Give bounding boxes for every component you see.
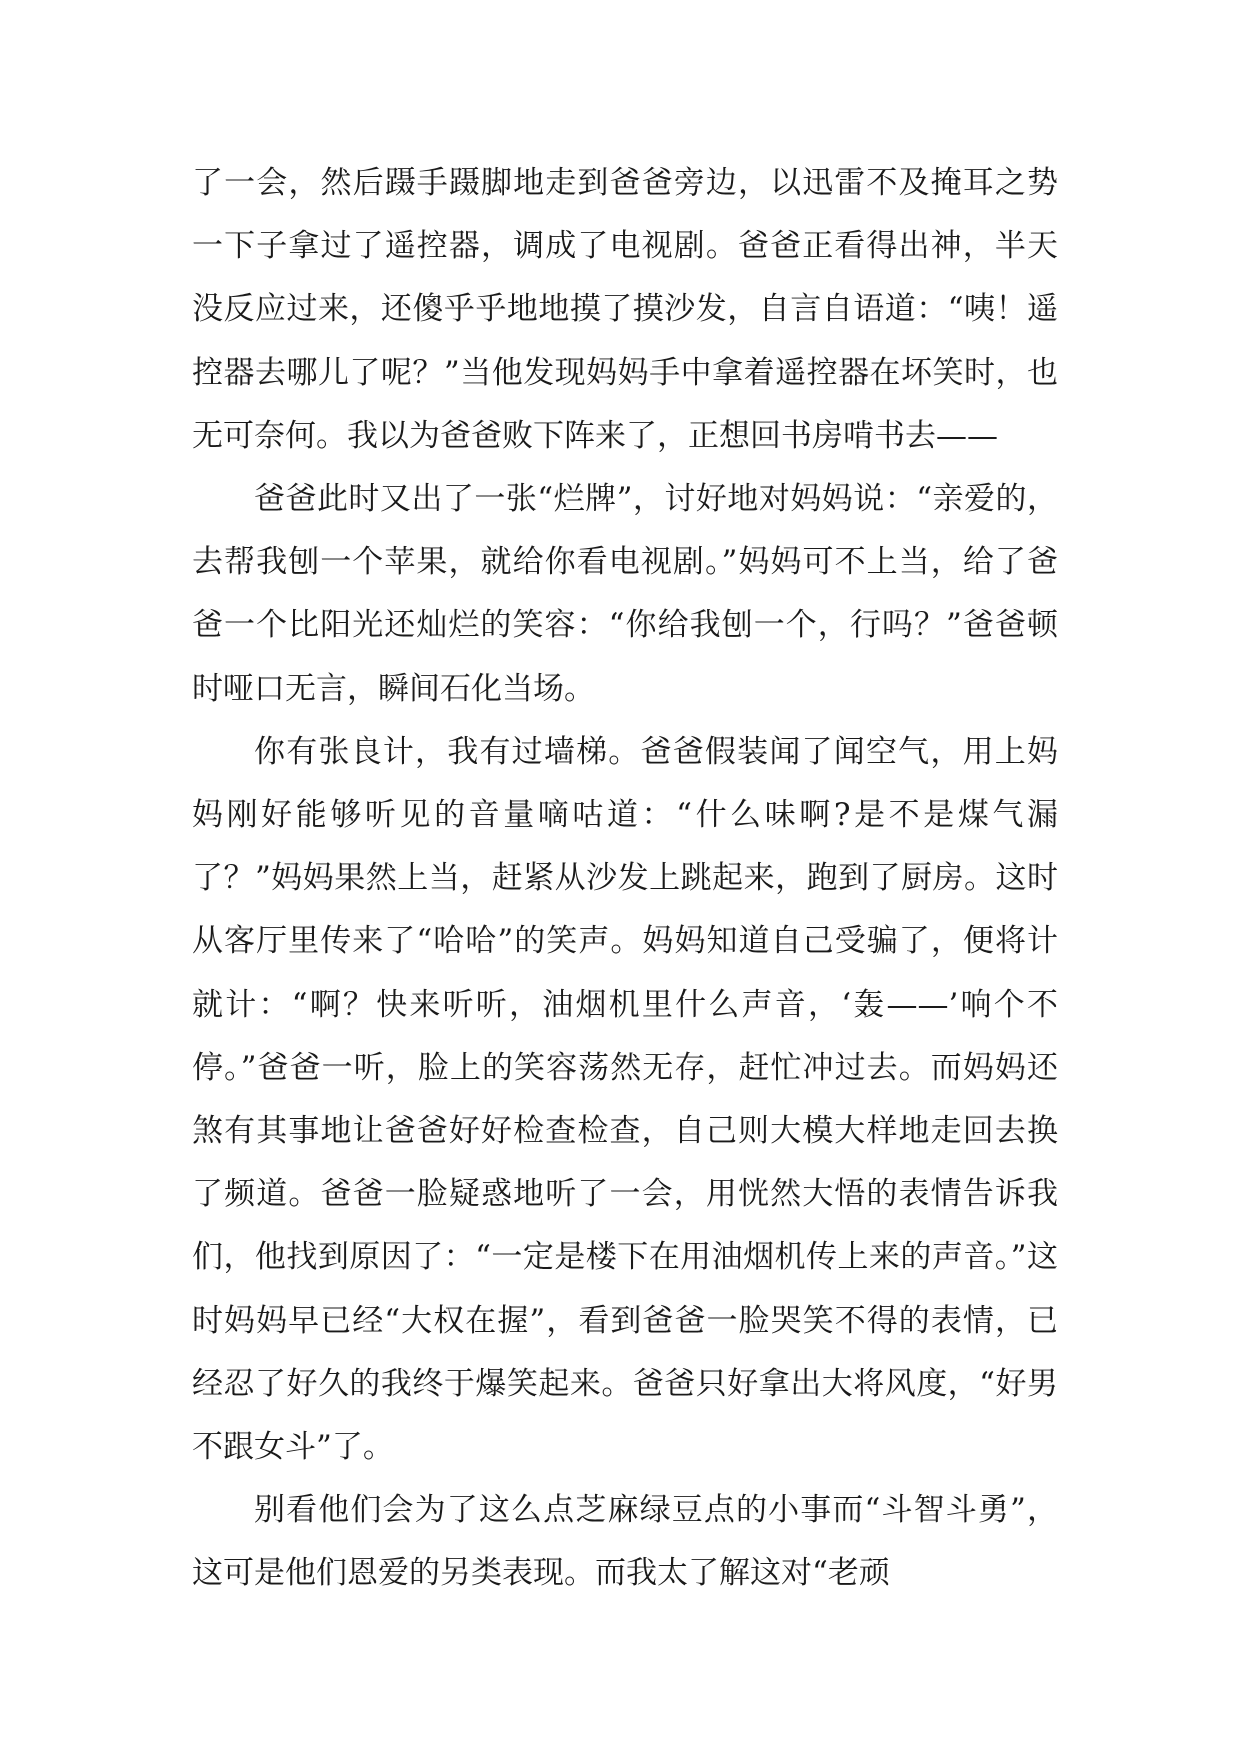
paragraph-4: 别看他们会为了这么点芝麻绿豆点的小事而“斗智斗勇”，这可是他们恩爱的另类表现。而我太了解这对“老顽 — [192, 1492, 1058, 1592]
paragraph-2: 爸爸此时又出了一张“烂牌”，讨好地对妈妈说：“亲爱的，去帮我刨一个苹果，就给你看电视剧。”妈妈可不上当，给了爸爸一个比阳光还灿烂的笑容：“你给我刨一个，行吗？”爸爸顿时哑口无言，瞬间石化当场。 — [192, 481, 1058, 707]
document-body — [192, 152, 1058, 1606]
paragraph-3: 你有张良计，我有过墙梯。爸爸假装闻了闻空气，用上妈妈刚好能够听见的音量嘀咕道：“什么味啊?是不是煤气漏了？”妈妈果然上当，赶紧从沙发上跳起来，跑到了厨房。这时从客厅里传来了“哈哈”的笑声。妈妈知道自己受骗了，便将计就计：“啊？快来听听，油烟机里什么声音，‘轰——’响个不停。”爸爸一听，脸上的笑容荡然无存，赶忙冲过去。而妈妈还煞有其事地让爸爸好好检查检查，自己则大模大样地走回去换了频道。爸爸一脸疑惑地听了一会，用恍然大悟的表情告诉我们，他找到原因了：“一定是楼下在用油烟机传上来的声音。”这时妈妈早已经“大权在握”，看到爸爸一脸哭笑不得的表情，已经忍了好久的我终于爆笑起来。爸爸只好拿出大将风度，“好男不跟女斗”了。 — [192, 733, 1058, 1466]
paragraph-1: 了一会，然后蹑手蹑脚地走到爸爸旁边，以迅雷不及掩耳之势一下子拿过了遥控器，调成了电视剧。爸爸正看得出神，半天没反应过来，还傻乎乎地地摸了摸沙发，自言自语道：“咦！遥控器去哪儿了呢？”当他发现妈妈手中拿着遥控器在坏笑时，也无可奈何。我以为爸爸败下阵来了，正想回书房啃书去—— — [192, 165, 1058, 454]
